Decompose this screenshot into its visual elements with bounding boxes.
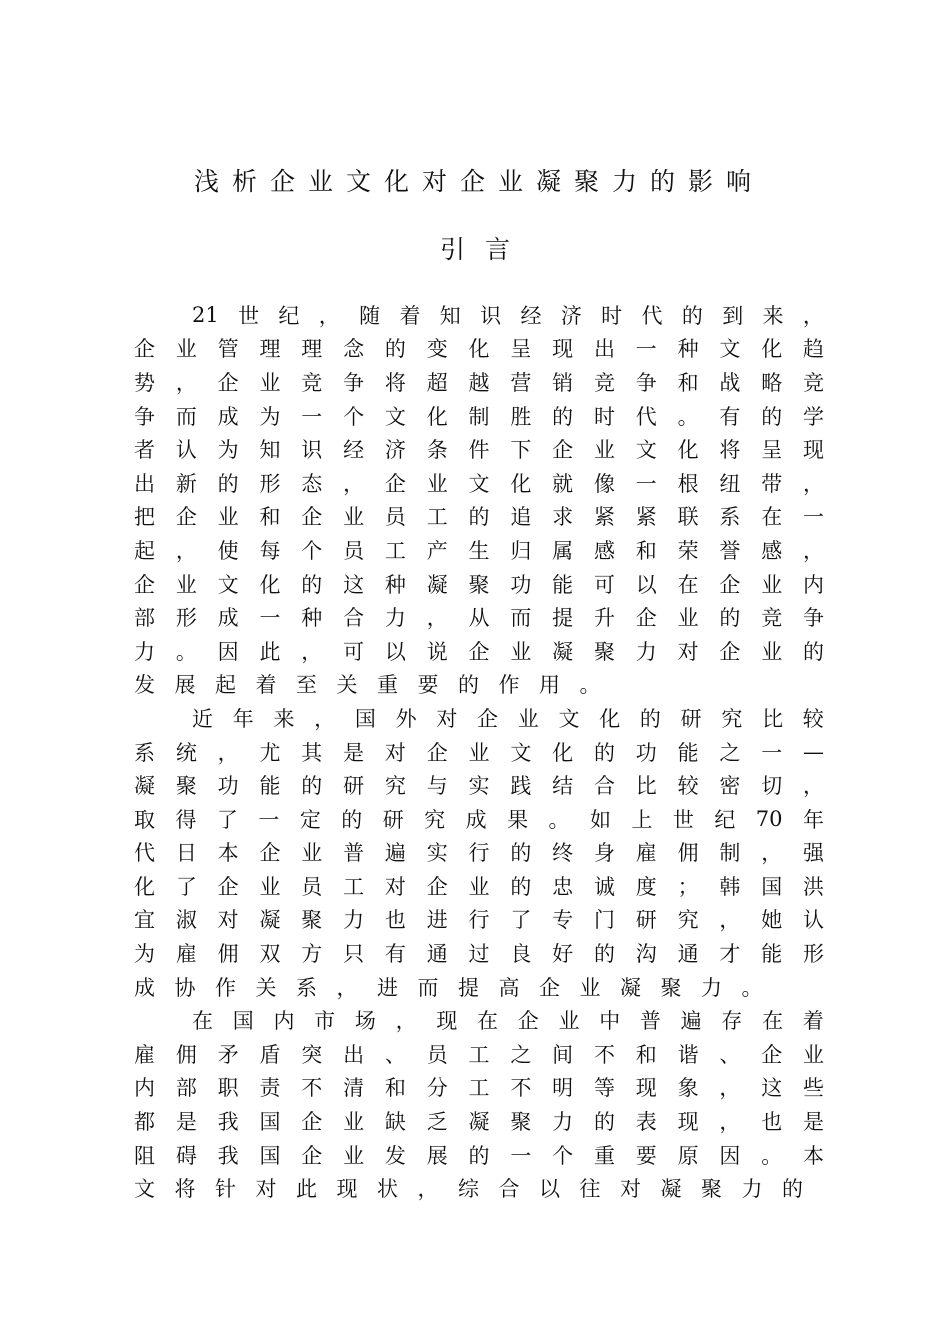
text-line: 部 形 成 一 种 合 力 ， 从 而 提 升 企 业 的 竞 争 <box>134 606 824 631</box>
paragraph <box>134 298 824 701</box>
text-line: 凝 聚 功 能 的 研 究 与 实 践 结 合 比 较 密 切 ， <box>134 774 824 799</box>
paragraph <box>134 1003 824 1205</box>
paragraph <box>134 701 824 1003</box>
text-line: 取 得 了 一 定 的 研 究 成 果 。 如 上 世 纪 70 年 <box>134 806 824 832</box>
text-line: 势 ， 企 业 竞 争 将 超 越 营 销 竞 争 和 战 略 竞 <box>134 370 824 395</box>
text-line: 内 部 职 责 不 清 和 分 工 不 明 等 现 象 ， 这 些 <box>134 1076 824 1101</box>
text-line: 阻 碍 我 国 企 业 发 展 的 一 个 重 要 原 因 。 本 <box>134 1143 824 1168</box>
text-line: 在 国 内 市 场 ， 现 在 企 业 中 普 遍 存 在 着 <box>192 1009 824 1034</box>
text-line: 都 是 我 国 企 业 缺 乏 凝 聚 力 的 表 现 ， 也 是 <box>134 1110 824 1135</box>
text-line: 为 雇 佣 双 方 只 有 通 过 良 好 的 沟 通 才 能 形 <box>134 942 824 967</box>
text-line: 出 新 的 形 态 ， 企 业 文 化 就 像 一 根 纽 带 ， <box>134 471 824 496</box>
text-line: 近 年 来 ， 国 外 对 企 业 文 化 的 研 究 比 较 <box>192 706 824 731</box>
text-line: 发 展 起 着 至 关 重 要 的 作 用 。 <box>134 673 601 698</box>
text-line: 起 ， 使 每 个 员 工 产 生 归 属 感 和 荣 誉 感 ， <box>134 538 824 563</box>
text-line: 化 了 企 业 员 工 对 企 业 的 忠 诚 度 ； 韩 国 洪 <box>134 874 824 899</box>
text-line: 争 而 成 为 一 个 文 化 制 胜 的 时 代 。 有 的 学 <box>134 404 824 429</box>
text-line: 系 统 ， 尤 其 是 对 企 业 文 化 的 功 能 之 一 — <box>134 739 824 765</box>
text-line: 企 业 文 化 的 这 种 凝 聚 功 能 可 以 在 企 业 内 <box>134 572 824 597</box>
section-heading: 引言 <box>439 235 530 264</box>
text-line: 雇 佣 矛 盾 突 出 、 员 工 之 间 不 和 谐 、 企 业 <box>134 1042 824 1067</box>
body-text <box>134 298 824 1205</box>
text-line: 文 将 针 对 此 现 状 ， 综 合 以 往 对 凝 聚 力 的 <box>134 1177 803 1202</box>
text-line: 代 日 本 企 业 普 遍 实 行 的 终 身 雇 佣 制 ， 强 <box>134 841 824 866</box>
text-line: 21 世 纪 ， 随 着 知 识 经 济 时 代 的 到 来 ， <box>192 302 824 328</box>
text-line: 把 企 业 和 企 业 员 工 的 追 求 紧 紧 联 系 在 一 <box>134 505 824 530</box>
text-line: 者 认 为 知 识 经 济 条 件 下 企 业 文 化 将 呈 现 <box>134 438 824 463</box>
text-line: 企 业 管 理 理 念 的 变 化 呈 现 出 一 种 文 化 趋 <box>134 337 824 362</box>
document-title: 浅析企业文化对企业凝聚力的影响 <box>193 167 764 196</box>
text-line: 力 。 因 此 ， 可 以 说 企 业 凝 聚 力 对 企 业 的 <box>134 639 824 664</box>
text-line: 宜 淑 对 凝 聚 力 也 进 行 了 专 门 研 究 ， 她 认 <box>134 908 824 933</box>
text-line: 成 协 作 关 系 ， 进 而 提 高 企 业 凝 聚 力 。 <box>134 975 763 1000</box>
